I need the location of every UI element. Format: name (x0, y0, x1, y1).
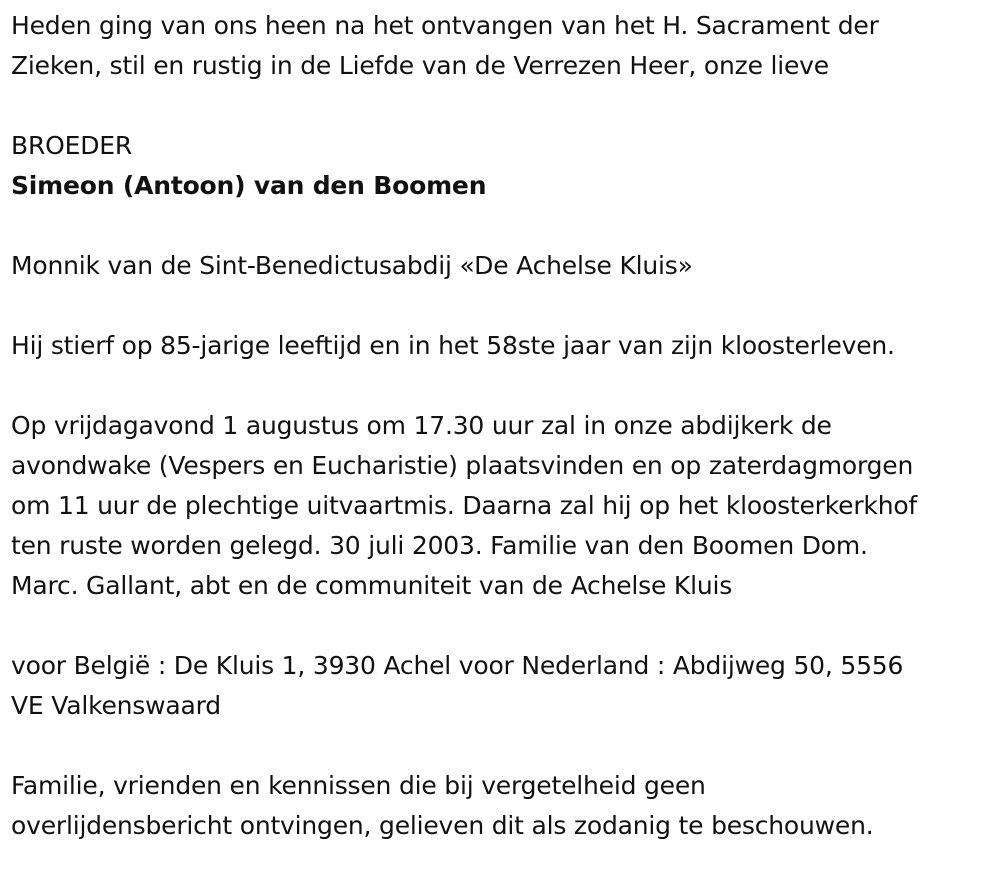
deceased-name: Simeon (Antoon) van den Boomen (11, 171, 487, 200)
intro-line-2: Zieken, stil en rustig in de Liefde van de Verrezen Heer, onze lieve (11, 51, 829, 80)
closing-line-1: Familie, vrienden en kennissen die bij vergetelheid geen (11, 771, 706, 800)
deceased-role: Monnik van de Sint-Benedictusabdij «De Achelse Kluis» (11, 251, 693, 280)
spacer (11, 286, 996, 326)
service-line-1: Op vrijdagavond 1 augustus om 17.30 uur zal in onze abdijkerk de (11, 411, 832, 440)
service-line-4: ten ruste worden gelegd. 30 juli 2003. Familie van den Boomen Dom. (11, 531, 868, 560)
service-line-2: avondwake (Vespers en Eucharistie) plaatsvinden en op zaterdagmorgen (11, 451, 914, 480)
spacer (11, 86, 996, 126)
spacer (11, 366, 996, 406)
obituary-notice (11, 6, 996, 846)
spacer (11, 726, 996, 766)
address-line-2: VE Valkenswaard (11, 691, 221, 720)
service-line-3: om 11 uur de plechtige uitvaartmis. Daarna zal hij op het kloosterkerkhof (11, 491, 918, 520)
spacer (11, 206, 996, 246)
age-statement: Hij stierf op 85-jarige leeftijd en in het 58ste jaar van zijn kloosterleven. (11, 331, 895, 360)
service-line-5: Marc. Gallant, abt en de communiteit van de Achelse Kluis (11, 571, 733, 600)
deceased-title: BROEDER (11, 131, 133, 160)
intro-line-1: Heden ging van ons heen na het ontvangen van het H. Sacrament der (11, 11, 879, 40)
closing-line-2: overlijdensbericht ontvingen, gelieven dit als zodanig te beschouwen. (11, 811, 874, 840)
address-line-1: voor België : De Kluis 1, 3930 Achel voor Nederland : Abdijweg 50, 5556 (11, 651, 904, 680)
spacer (11, 606, 996, 646)
